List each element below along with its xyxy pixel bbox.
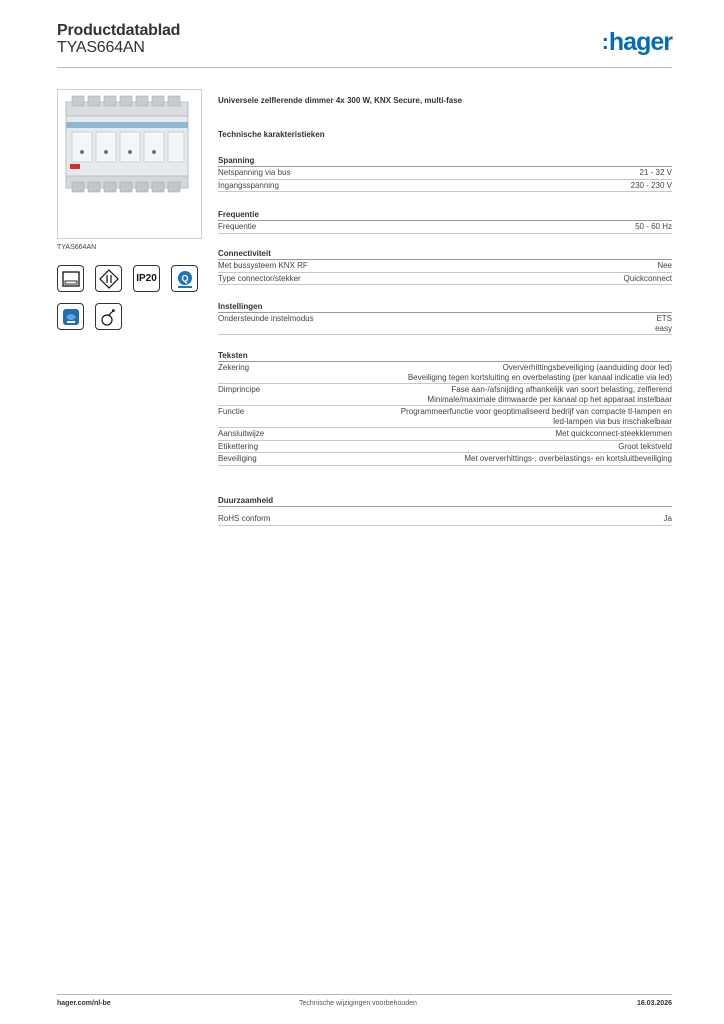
spec-row [218, 428, 672, 441]
section-duurzaamheid [218, 495, 672, 526]
section-title: Frequentie [218, 209, 672, 221]
image-caption: TYAS664AN [57, 244, 97, 251]
spec-value: Met oververhittings-, overbelastings- en kortsluitbeveiliging [464, 454, 672, 463]
spec-row [218, 406, 672, 428]
spec-value-line: Beveiliging tegen kortsluiting en overbelasting (per kanaal indicatie via led) [407, 372, 672, 382]
spec-label: Frequentie [218, 222, 257, 231]
spec-row [218, 313, 672, 335]
spec-label: Etikettering [218, 441, 259, 451]
spec-label: Netspanning via bus [218, 168, 291, 177]
spec-value: Ja [663, 514, 672, 523]
website-link[interactable]: hager.com/nl-be [57, 1000, 111, 1007]
quickconnect-icon [171, 265, 198, 292]
spec-value: Nee [657, 261, 672, 270]
section-title: Instellingen [218, 301, 672, 313]
spec-row [218, 453, 672, 466]
product-reference: TYAS664AN [57, 39, 145, 56]
spec-row [218, 273, 672, 286]
section-instellingen [218, 301, 672, 335]
spec-value: 50 - 60 Hz [635, 222, 672, 231]
spec-label: Zekering [218, 363, 250, 372]
section-connectiviteit [218, 248, 672, 285]
spec-label: Met bussysteem KNX RF [218, 261, 308, 270]
technical-characteristics-heading: Technische karakteristieken [218, 130, 325, 139]
hager-logo[interactable] [602, 28, 672, 57]
logo-dots: : [601, 29, 608, 54]
spec-value-line: easy [655, 323, 672, 333]
spec-label: Aansluitwijze [218, 429, 265, 438]
knx-device-icon [57, 265, 84, 292]
section-title: Duurzaamheid [218, 495, 672, 507]
document-title: Productdatablad [57, 22, 181, 39]
spec-row [218, 384, 672, 406]
svg-text:Q: Q [180, 273, 189, 283]
document-date: 16.03.2026 [636, 1000, 672, 1007]
page-header [57, 22, 672, 68]
ip20-icon [133, 265, 160, 292]
easy-configuration-icon [57, 303, 84, 330]
spec-label: Ondersteunde instelmodus [218, 314, 314, 323]
spec-row [218, 513, 672, 526]
spec-value [343, 407, 672, 426]
section-spanning [218, 155, 672, 192]
spec-row [218, 362, 672, 384]
spec-value: Quickconnect [623, 273, 672, 283]
spec-value-line: Minimale/maximale dimwaarde per kanaal op het apparaat instelbaar [427, 394, 672, 404]
ce-approval-icon [95, 265, 122, 292]
page-footer [57, 994, 672, 1014]
spec-row [218, 260, 672, 273]
spec-label: Functie [218, 407, 245, 416]
spec-value [343, 314, 672, 333]
spec-value [343, 385, 672, 404]
spec-value-line: Oververhittingsbeveiliging (aanduiding door led) [502, 363, 672, 372]
footer-disclaimer: Technische wijzigingen voorbehouden [299, 1000, 417, 1007]
spec-label: Dimprincipe [218, 385, 261, 394]
product-description: Universele zelflerende dimmer 4x 300 W, KNX Secure, multi-fase [218, 96, 463, 105]
spec-value-line: Fase aan-/afsnijding afhankelijk van soort belasting, zelflerend [451, 385, 672, 394]
spec-value [343, 363, 672, 382]
section-teksten [218, 350, 672, 466]
spec-value: Groot tekstveld [618, 441, 672, 451]
dimmer-module-illustration [58, 90, 201, 238]
spec-value: Met quickconnect-steekklemmen [555, 429, 672, 438]
spec-row [218, 221, 672, 234]
spec-row [218, 180, 672, 193]
section-title: Teksten [218, 350, 672, 362]
section-frequentie [218, 209, 672, 234]
spec-value: 230 - 230 V [630, 180, 672, 190]
spec-label: Beveiliging [218, 454, 257, 463]
spec-label: Type connector/stekker [218, 273, 301, 283]
spec-row [218, 167, 672, 180]
eco-energy-icon [95, 303, 122, 330]
spec-value-line: Programmeerfunctie voor geoptimaliseerd bedrijf van compacte tl-lampen en [400, 407, 672, 416]
logo-text: hager [608, 28, 672, 56]
section-title: Spanning [218, 155, 672, 167]
ip20-text: IP20 [136, 273, 157, 284]
spec-value-line: led-lampen via bus inschakelbaar [553, 416, 672, 426]
spec-value-line: ETS [656, 314, 672, 323]
product-image [57, 89, 202, 239]
spec-row [218, 441, 672, 454]
spec-label: RoHS conform [218, 514, 271, 523]
spec-label: Ingangsspanning [218, 180, 279, 190]
spec-value: 21 - 32 V [639, 168, 672, 177]
section-title: Connectiviteit [218, 248, 672, 260]
